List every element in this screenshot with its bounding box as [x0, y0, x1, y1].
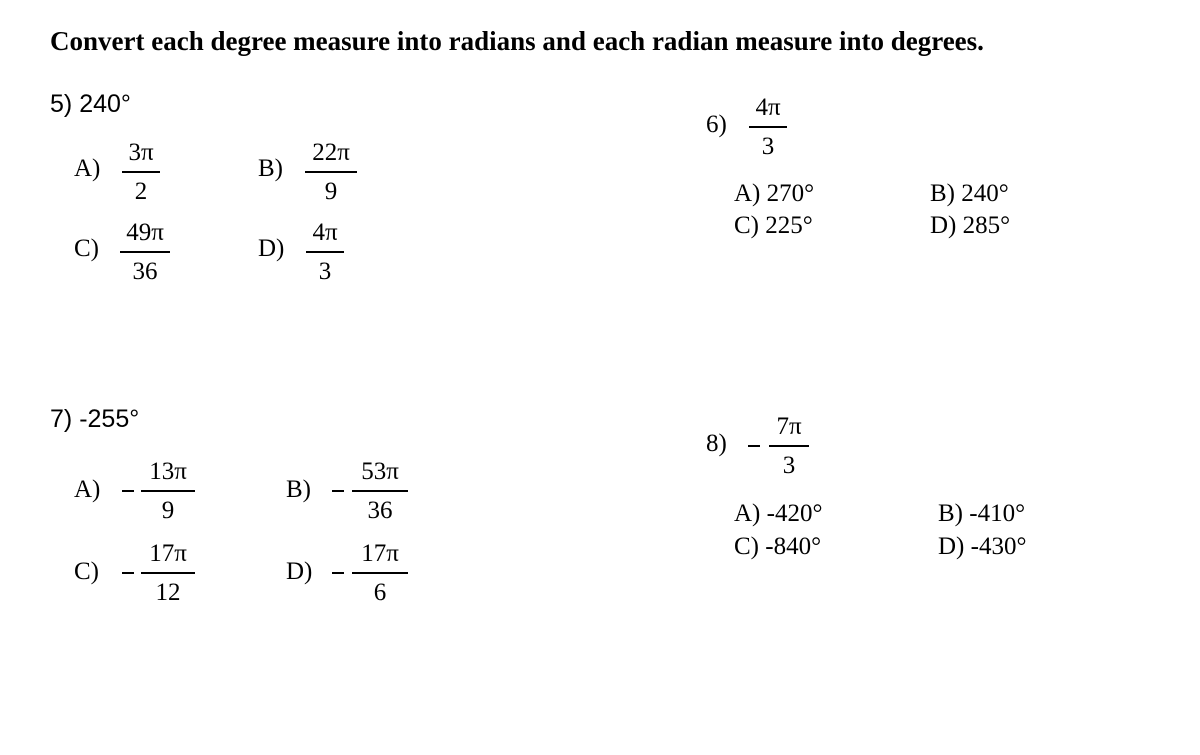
question-7-number-and-prompt — [50, 405, 139, 434]
question-5-number-and-prompt — [50, 90, 131, 119]
numerator: 4π — [312, 219, 338, 246]
numerator: 3π — [128, 139, 154, 166]
choice-c-label[interactable]: C) — [74, 558, 99, 585]
minus-sign — [332, 572, 344, 574]
choice-value: 270° — [766, 180, 815, 207]
choice-a-label[interactable]: A) — [74, 155, 101, 182]
numerator: 17π — [149, 540, 187, 567]
choice-d-label[interactable]: D) — [286, 558, 313, 585]
choice-value: -840° — [765, 533, 822, 560]
choice-d-label[interactable]: D) — [258, 235, 285, 262]
choice-b[interactable] — [938, 500, 1025, 528]
choice-label: A) — [734, 500, 761, 527]
question-prompt: 240° — [79, 90, 131, 118]
choice-c-fraction[interactable] — [141, 540, 195, 607]
choice-d[interactable] — [930, 212, 1010, 240]
choice-a-fraction[interactable] — [122, 139, 160, 206]
numerator: 13π — [149, 458, 187, 485]
choice-label: D) — [938, 533, 965, 560]
denominator: 12 — [155, 578, 181, 606]
numerator: 22π — [312, 139, 350, 166]
denominator: 36 — [132, 257, 158, 285]
choice-b-label[interactable]: B) — [286, 476, 311, 503]
numerator: 17π — [361, 540, 399, 567]
denominator: 2 — [134, 177, 148, 205]
denominator: 36 — [367, 496, 393, 524]
choice-b-fraction[interactable] — [352, 458, 408, 525]
choice-c-fraction[interactable] — [120, 219, 170, 286]
numerator: 53π — [361, 458, 399, 485]
choice-c-label[interactable]: C) — [74, 235, 99, 262]
choice-label: B) — [938, 500, 963, 527]
worksheet-title: Convert each degree measure into radians and each radian measure into degrees. — [50, 26, 984, 56]
question-number: 5) — [50, 90, 73, 118]
numerator: 4π — [755, 94, 781, 121]
question-8-prompt-fraction — [769, 413, 809, 480]
choice-d[interactable] — [938, 533, 1026, 561]
choice-value: 240° — [961, 180, 1009, 207]
choice-a-label[interactable]: A) — [74, 476, 101, 503]
choice-value: 225° — [765, 212, 813, 239]
choice-value: -430° — [970, 533, 1027, 560]
question-number: 7) — [50, 405, 73, 433]
choice-value: -410° — [969, 500, 1026, 527]
denominator: 6 — [373, 578, 387, 606]
choice-d-fraction[interactable] — [352, 540, 408, 607]
denominator: 9 — [161, 496, 175, 524]
choice-value: 285° — [962, 212, 1011, 239]
choice-b-label[interactable]: B) — [258, 155, 283, 182]
question-6-prompt-fraction — [749, 94, 787, 161]
choice-d-fraction[interactable] — [306, 219, 344, 286]
choice-a[interactable] — [734, 180, 814, 208]
choice-label: C) — [734, 212, 759, 239]
choice-c[interactable] — [734, 212, 813, 240]
minus-sign — [122, 490, 134, 492]
denominator: 3 — [782, 451, 796, 479]
question-number: 6) — [706, 111, 727, 138]
denominator: 9 — [324, 177, 338, 205]
minus-sign — [122, 572, 134, 574]
numerator: 7π — [776, 413, 802, 440]
choice-c[interactable] — [734, 533, 821, 561]
choice-label: D) — [930, 212, 957, 239]
minus-sign — [332, 490, 344, 492]
choice-label: B) — [930, 180, 955, 207]
choice-a-fraction[interactable] — [141, 458, 195, 525]
choice-label: C) — [734, 533, 759, 560]
denominator: 3 — [761, 132, 775, 160]
minus-sign — [748, 445, 760, 447]
numerator: 49π — [126, 219, 164, 246]
choice-label: A) — [734, 180, 761, 207]
denominator: 3 — [318, 257, 332, 285]
choice-b-fraction[interactable] — [305, 139, 357, 206]
choice-a[interactable] — [734, 500, 822, 528]
choice-b[interactable] — [930, 180, 1009, 208]
question-number: 8) — [706, 430, 727, 457]
question-prompt: -255° — [79, 405, 140, 433]
choice-value: -420° — [766, 500, 823, 527]
